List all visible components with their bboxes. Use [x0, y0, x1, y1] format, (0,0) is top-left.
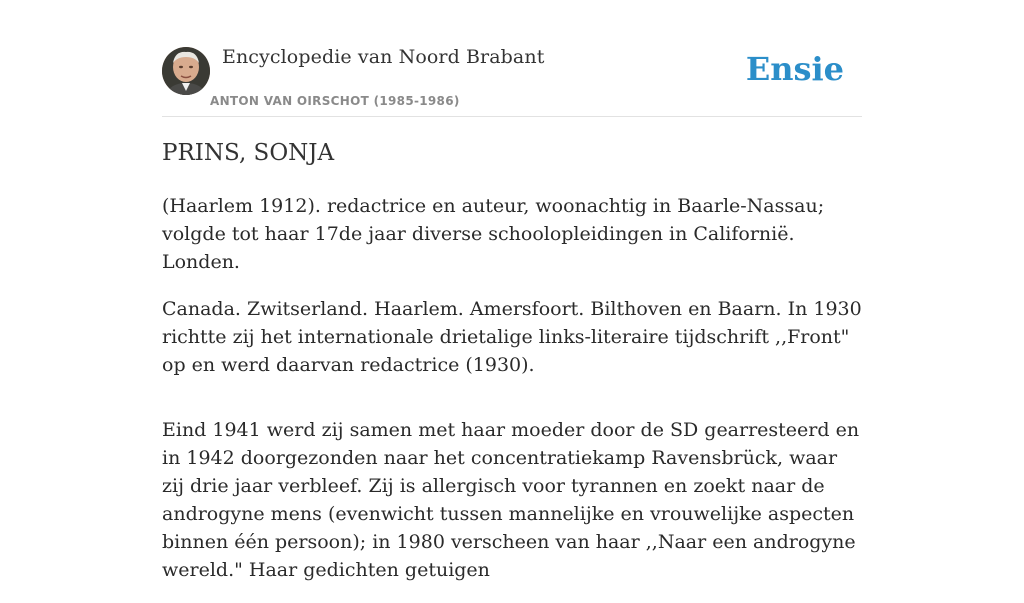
- entry-title: PRINS, SONJA: [162, 140, 335, 166]
- ensie-logo-link[interactable]: Ensie: [745, 50, 844, 88]
- entry-paragraph: (Haarlem 1912). redactrice en auteur, woonachtig in Baarle-Nassau; volgde tot haar 17de jaar diverse schoolopleidingen in Californië. Londen.: [162, 195, 825, 273]
- book-title[interactable]: Encyclopedie van Noord Brabant: [222, 46, 545, 68]
- header: [162, 44, 862, 117]
- author-portrait-icon: [162, 47, 210, 95]
- entry-paragraph: Canada. Zwitserland. Haarlem. Amersfoort. Bilthoven en Baarn. In 1930 richtte zij het internationale drietalige links-literaire tijdschrift ,,Front" op en werd daarvan redactrice (1930).: [162, 298, 862, 376]
- entry-paragraph: Eind 1941 werd zij samen met haar moeder door de SD gearresteerd en in 1942 doorgezonden naar het concentratiekamp Ravensbrück, waar zij drie jaar verbleef. Zij is allergisch voor tyrannen en zoekt naar de androgyne mens (evenwicht tussen mannelijke en vrouwelijke aspecten binnen één persoon); in 1980 verscheen van haar ,,Naar een androgyne wereld." Haar gedichten getuigen: [162, 419, 860, 581]
- entry-content: [162, 192, 862, 603]
- author-avatar[interactable]: [162, 47, 210, 95]
- author-name[interactable]: ANTON VAN OIRSCHOT (1985-1986): [210, 94, 460, 108]
